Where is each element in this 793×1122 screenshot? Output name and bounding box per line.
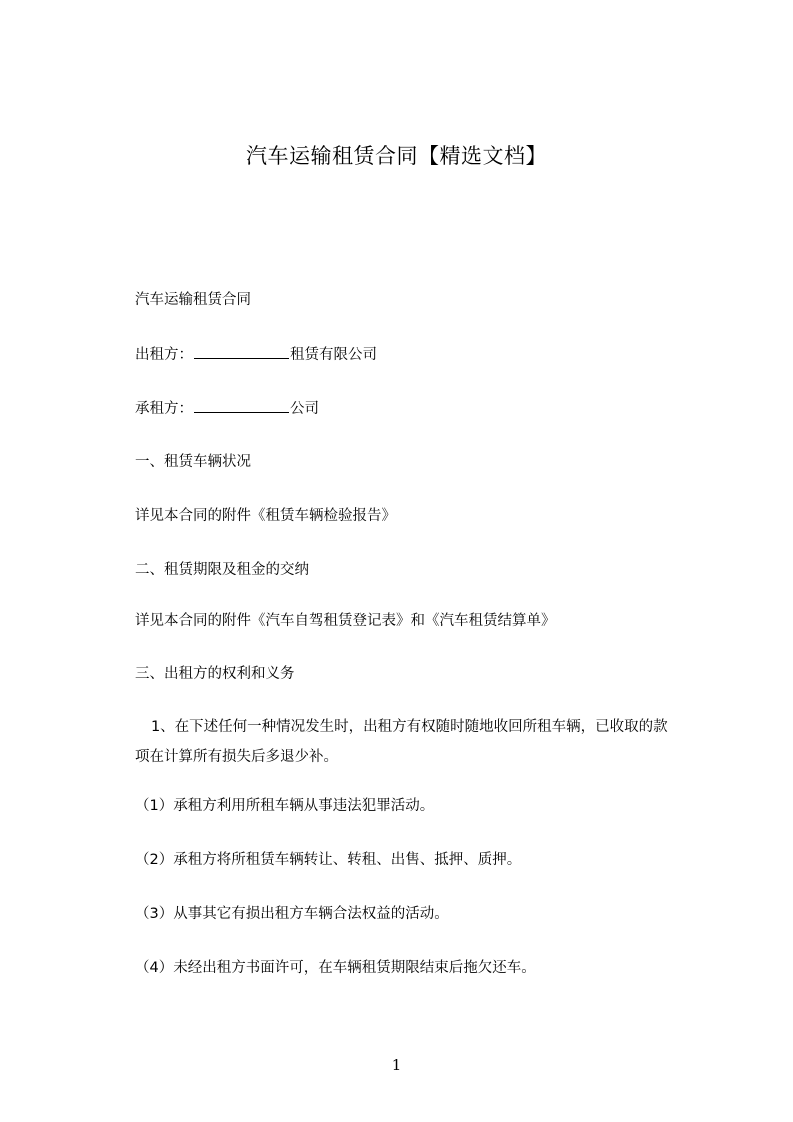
lessor-blank — [194, 344, 289, 359]
lessor-suffix: 租赁有限公司 — [290, 347, 377, 363]
clause-item-2: （2）承租方将所租赁车辆转让、转租、出售、抵押、质押。 — [135, 852, 522, 868]
section2-body: 详见本合同的附件《汽车自驾租赁登记表》和《汽车租赁结算单》 — [135, 613, 556, 629]
lessee-label: 承租方： — [135, 401, 193, 417]
clause1-paragraph — [135, 712, 735, 772]
lessee-blank — [194, 398, 289, 413]
page-number: 1 — [391, 1056, 402, 1074]
section3-heading: 三、出租方的权利和义务 — [135, 666, 295, 682]
clause1-line1: 1、在下述任何一种情况发生时，出租方有权随时随地收回所租车辆，已收取的款 — [150, 719, 668, 735]
section1-heading: 一、租赁车辆状况 — [135, 454, 251, 470]
lessor-label: 出租方： — [135, 347, 193, 363]
document-title: 汽车运输租赁合同【精选文档】 — [246, 144, 547, 168]
lessee-line — [135, 398, 319, 419]
clause1-line2: 项在计算所有损失后多退少补。 — [135, 749, 338, 765]
clause-item-4: （4）未经出租方书面许可，在车辆租赁期限结束后拖欠还车。 — [135, 960, 536, 976]
clause-item-3: （3）从事其它有损出租方车辆合法权益的活动。 — [135, 906, 449, 922]
lessee-suffix: 公司 — [290, 401, 319, 417]
clause-item-1: （1）承租方利用所租车辆从事违法犯罪活动。 — [135, 798, 435, 814]
contract-name: 汽车运输租赁合同 — [135, 292, 251, 308]
lessor-line — [135, 344, 377, 365]
section2-heading: 二、租赁期限及租金的交纳 — [135, 562, 309, 578]
section1-body: 详见本合同的附件《租赁车辆检验报告》 — [135, 508, 396, 524]
